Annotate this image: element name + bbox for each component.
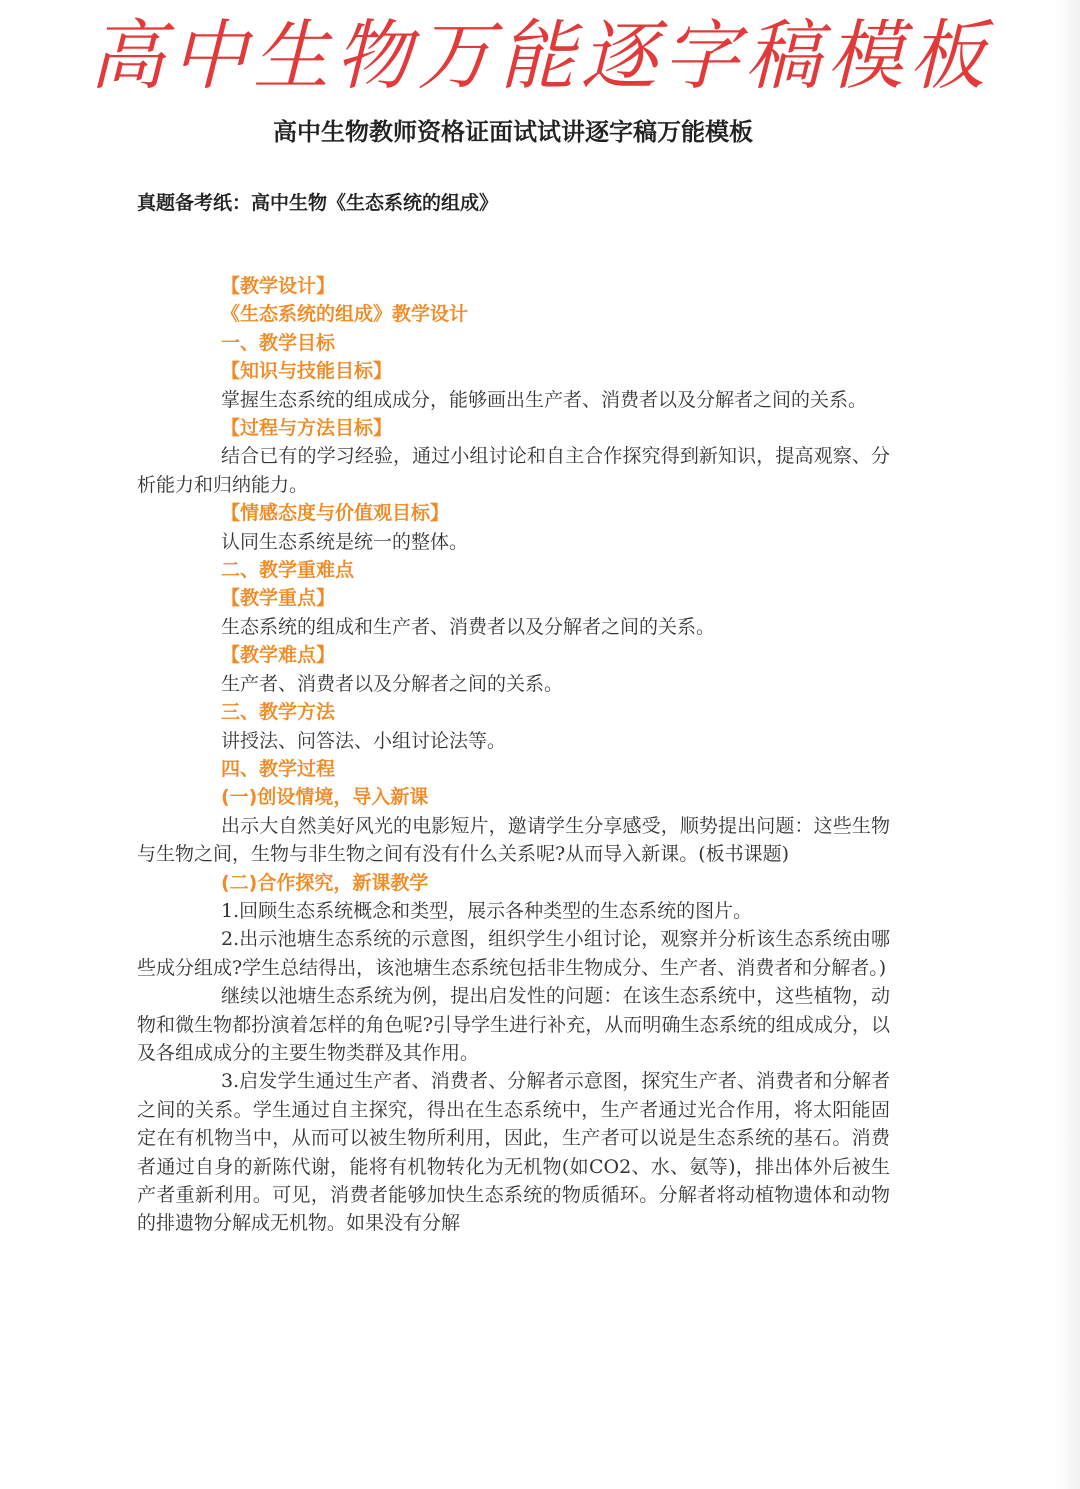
banner-title: 高中生物万能逐字稿模板 (89, 11, 991, 100)
heading-teaching-difficulty: 【教学难点】 (221, 644, 336, 667)
paragraph-teaching-methods: 讲授法、问答法、小组讨论法等。 (221, 729, 507, 752)
heading-process-goal: 【过程与方法目标】 (221, 417, 393, 440)
heading-key-points: 二、教学重难点 (221, 559, 355, 582)
heading-teaching-procedure: 四、教学过程 (221, 757, 336, 780)
paragraph-emotion-goal: 认同生态系统是统一的整体。 (221, 530, 469, 553)
heading-teaching-focus: 【教学重点】 (221, 587, 336, 610)
exam-topic-label: 真题备考纸：高中生物《生态系统的组成》 (137, 192, 499, 214)
heading-knowledge-goal: 【知识与技能目标】 (221, 360, 393, 383)
heading-design-title: 《生态系统的组成》教学设计 (221, 303, 469, 326)
paragraph-step-1: 1.回顾生态系统概念和类型，展示各种类型的生态系统的图片。 (221, 899, 753, 922)
paragraph-intro: 出示大自然美好风光的电影短片，邀请学生分享感受，顺势提出问题：这些生物与生物之间，生物与非生物之间有没有什么关系呢?从而导入新课。(板书课题) (137, 814, 890, 866)
paragraph-step-3: 3.启发学生通过生产者、消费者、分解者示意图，探究生产者、消费者和分解者之间的关系。学生通过自主探究，得出在生态系统中，生产者通过光合作用，将太阳能固定在有机物当中，从而可以被生物所利用，因此，生产者可以说是生态系统的基石。消费者通过自身的新陈代谢，能将有机物转化为无机物(如CO2、水、氨等)，排出体外后被生产者重新利用。可见，消费者能够加快生态系统的物质循环。分解者将动植物遗体和动物的排遗物分解成无机物。如果没有分解 (137, 1070, 890, 1235)
paragraph-continue: 继续以池塘生态系统为例，提出启发性的问题：在该生态系统中，这些植物，动物和微生物都扮演着怎样的角色呢?引导学生进行补充，从而明确生态系统的组成成分，以及各组成成分的主要生物类群及其作用。 (137, 985, 890, 1064)
heading-teaching-methods: 三、教学方法 (221, 701, 336, 724)
heading-intro-section: (一)创设情境，导入新课 (221, 786, 429, 809)
paragraph-process-goal: 结合已有的学习经验，通过小组讨论和自主合作探究得到新知识，提高观察、分析能力和归纳能力。 (137, 445, 890, 496)
paragraph-teaching-focus: 生态系统的组成和生产者、消费者以及分解者之间的关系。 (221, 615, 716, 638)
heading-explore-section: (二)合作探究，新课教学 (221, 871, 429, 894)
lesson-plan-body (137, 272, 890, 1238)
paragraph-knowledge-goal: 掌握生态系统的组成成分，能够画出生产者、消费者以及分解者之间的关系。 (221, 388, 868, 411)
heading-teaching-goals: 一、教学目标 (221, 331, 336, 354)
document-subtitle: 高中生物教师资格证面试试讲逐字稿万能模板 (273, 118, 753, 146)
heading-teaching-design: 【教学设计】 (221, 275, 336, 297)
paragraph-teaching-difficulty: 生产者、消费者以及分解者之间的关系。 (221, 672, 564, 695)
page-edge-shadow (1054, 0, 1080, 1489)
paragraph-step-2: 2.出示池塘生态系统的示意图，组织学生小组讨论，观察并分析该生态系统由哪些成分组成?学生总结得出，该池塘生态系统包括非生物成分、生产者、消费者和分解者。) (137, 928, 890, 979)
heading-emotion-goal: 【情感态度与价值观目标】 (221, 502, 450, 525)
